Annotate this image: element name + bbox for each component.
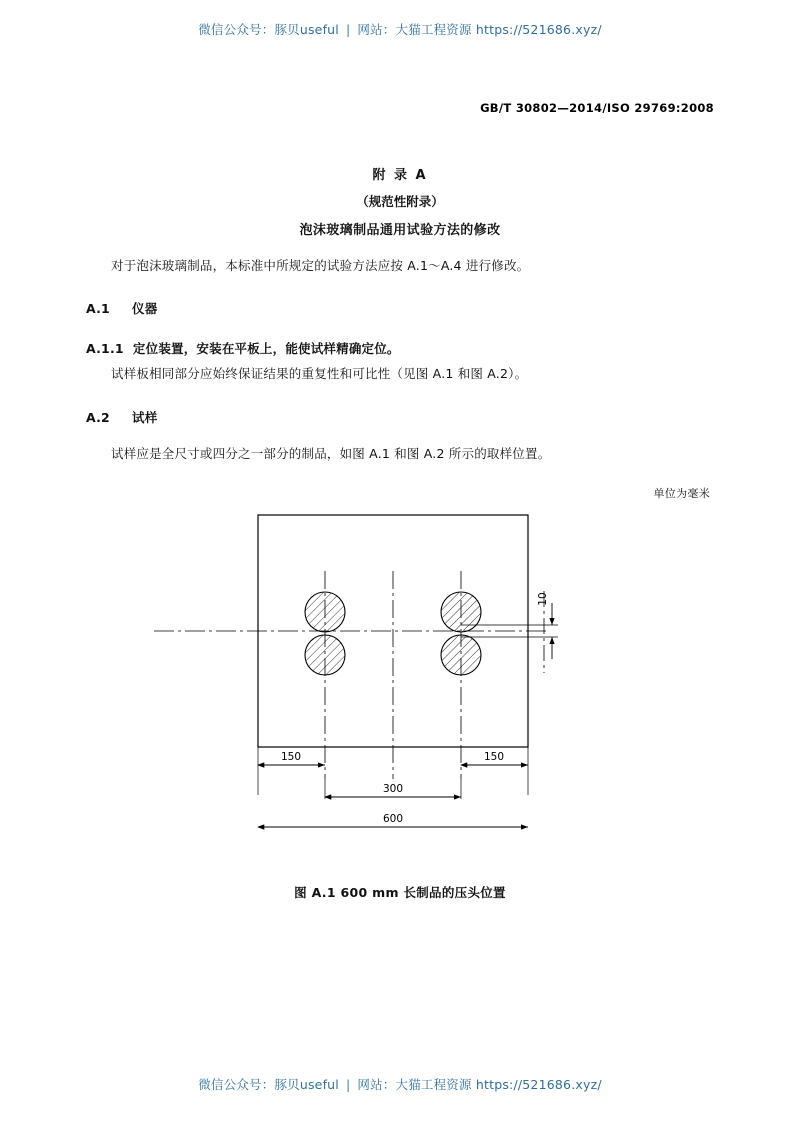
- watermark-site-value-bottom: 大猫工程资源 https://521686.xyz/: [395, 1077, 602, 1092]
- indenter-left-upper: [305, 592, 345, 632]
- annex-title: 附 录 A: [372, 168, 428, 183]
- watermark-site-label-bottom: 网站：: [357, 1077, 396, 1092]
- indenter-right-upper: [441, 592, 481, 632]
- document-body: [86, 150, 714, 901]
- indenter-right-lower: [441, 635, 481, 675]
- dim-center-span-label: 300: [382, 783, 404, 796]
- watermark-wechat-label-bottom: 微信公众号：: [198, 1077, 275, 1092]
- figure-a1: [86, 507, 714, 901]
- clause-a1-number: A.1: [86, 301, 110, 317]
- figure-a1-drawing: [86, 507, 714, 877]
- watermark-wechat-value: 豚贝useful: [274, 22, 339, 37]
- clause-a1-heading: [86, 299, 714, 317]
- gap-dimension-label: 10: [537, 592, 549, 606]
- dim-left-offset-label: 150: [280, 751, 302, 764]
- watermark-bottom: [0, 1075, 800, 1093]
- subclause-a11: [86, 339, 714, 357]
- clause-a2-paragraph-1: 试样应是全尺寸或四分之一部分的制品，如图 A.1 和图 A.2 所示的取样位置。: [111, 445, 551, 461]
- figure-a1-caption: 图 A.1 600 mm 长制品的压头位置: [294, 885, 506, 901]
- dim-total-width-label: 600: [382, 813, 404, 826]
- watermark-separator-bottom: |: [345, 1077, 351, 1092]
- clause-a2-heading: [86, 408, 714, 426]
- watermark-wechat-value-bottom: 豚贝useful: [274, 1077, 339, 1092]
- watermark-wechat-label: 微信公众号：: [198, 22, 275, 37]
- annex-intro-paragraph: 对于泡沫玻璃制品，本标准中所规定的试验方法应按 A.1～A.4 进行修改。: [111, 258, 530, 273]
- clause-a2-number: A.2: [86, 409, 110, 425]
- clause-a1-paragraph-1: 试样板相同部分应始终保证结果的重复性和可比性（见图 A.1 和图 A.2）。: [111, 366, 528, 382]
- clause-a2-title: 试样: [132, 409, 158, 425]
- clause-a1-title: 仪器: [132, 301, 158, 317]
- subclause-a11-number: A.1.1: [86, 341, 124, 357]
- dim-right-offset-label: 150: [483, 751, 505, 764]
- watermark-separator: |: [345, 22, 351, 37]
- indenter-left-lower: [305, 635, 345, 675]
- watermark-site-value: 大猫工程资源 https://521686.xyz/: [395, 22, 602, 37]
- annex-subtitle: （规范性附录）: [356, 194, 444, 209]
- subclause-a11-text: 定位装置，安装在平板上，能使试样精确定位。: [132, 341, 400, 357]
- figure-unit-note: 单位为毫米: [653, 487, 710, 501]
- standard-id-header: GB/T 30802—2014/ISO 29769:2008: [480, 101, 714, 115]
- annex-name: 泡沫玻璃制品通用试验方法的修改: [299, 223, 501, 238]
- watermark-top: [0, 20, 800, 38]
- watermark-site-label: 网站：: [357, 22, 396, 37]
